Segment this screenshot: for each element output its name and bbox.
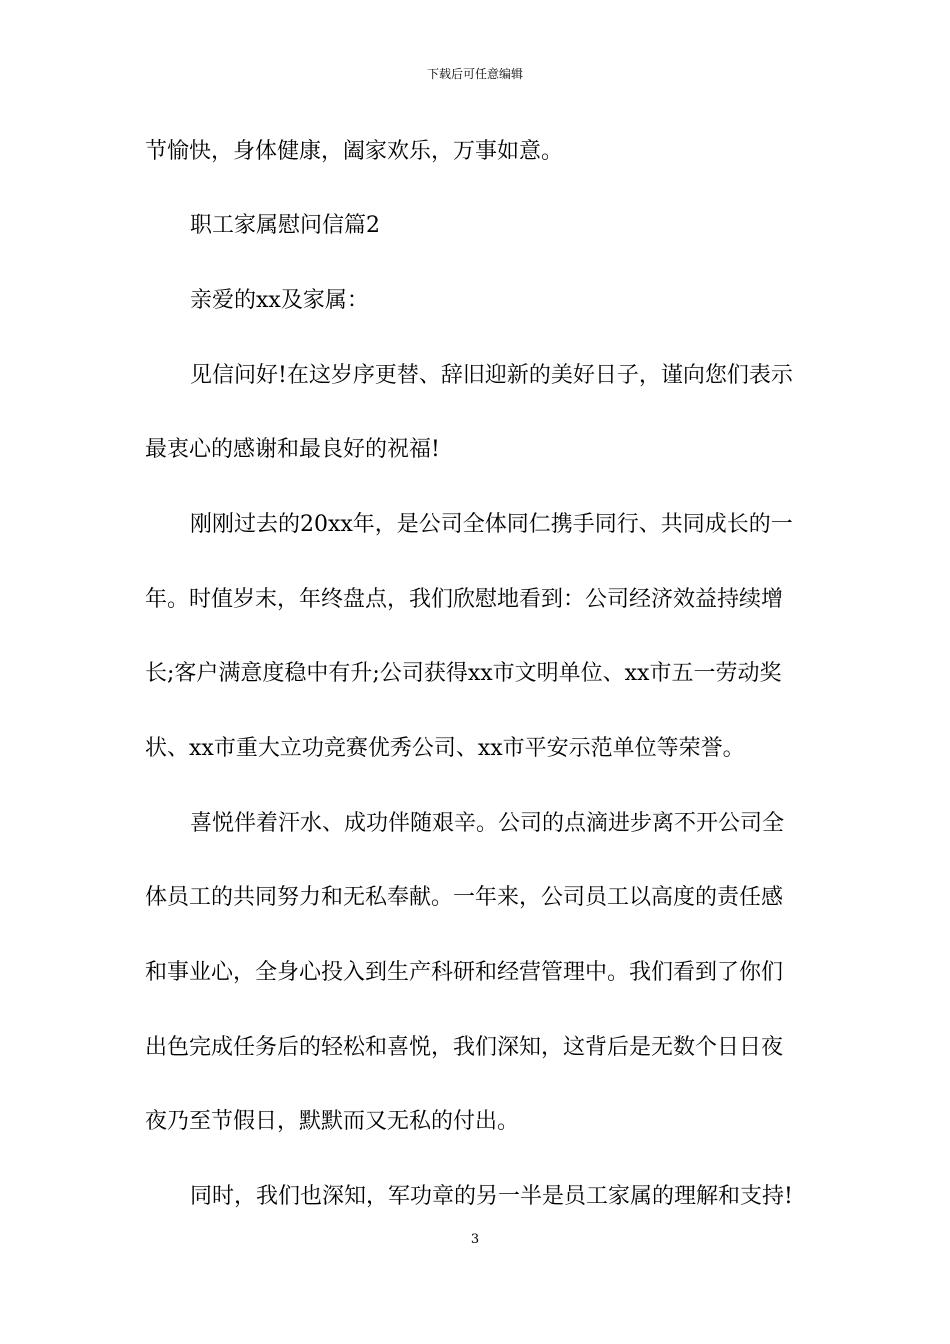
text-line: 最衷心的感谢和最良好的祝福!	[145, 437, 440, 462]
page-header: 下载后可任意编辑	[426, 67, 523, 81]
section-title: 职工家属慰问信篇2	[190, 213, 380, 238]
text-line: 出色完成任务后的轻松和喜悦，我们深知，这背后是无数个日日夜	[145, 1035, 784, 1060]
text-line: 节愉快，身体健康，阖家欢乐，万事如意。	[145, 139, 564, 164]
text-line: 年。时值岁末，年终盘点，我们欣慰地看到：公司经济效益持续增	[145, 587, 784, 612]
page-number: 3	[470, 1232, 480, 1247]
text-line: 同时，我们也深知，军功章的另一半是员工家属的理解和支持!	[190, 1184, 793, 1209]
salutation: 亲爱的xx及家属：	[190, 288, 369, 313]
text-line: 刚刚过去的20xx年，是公司全体同仁携手同行、共同成长的一	[190, 512, 793, 537]
text-line: 喜悦伴着汗水、成功伴随艰辛。公司的点滴进步离不开公司全	[190, 811, 785, 836]
text-line: 状、xx市重大立功竞赛优秀公司、xx市平安示范单位等荣誉。	[145, 736, 745, 761]
text-line: 体员工的共同努力和无私奉献。一年来，公司员工以高度的责任感	[145, 885, 784, 910]
text-line: 见信问好!在这岁序更替、辞旧迎新的美好日子，谨向您们表示	[190, 363, 793, 388]
text-line: 夜乃至节假日，默默而又无私的付出。	[145, 1109, 520, 1134]
text-line: 和事业心，全身心投入到生产科研和经营管理中。我们看到了你们	[145, 960, 784, 985]
text-line: 长;客户满意度稳中有升;公司获得xx市文明单位、xx市五一劳动奖	[145, 661, 782, 686]
